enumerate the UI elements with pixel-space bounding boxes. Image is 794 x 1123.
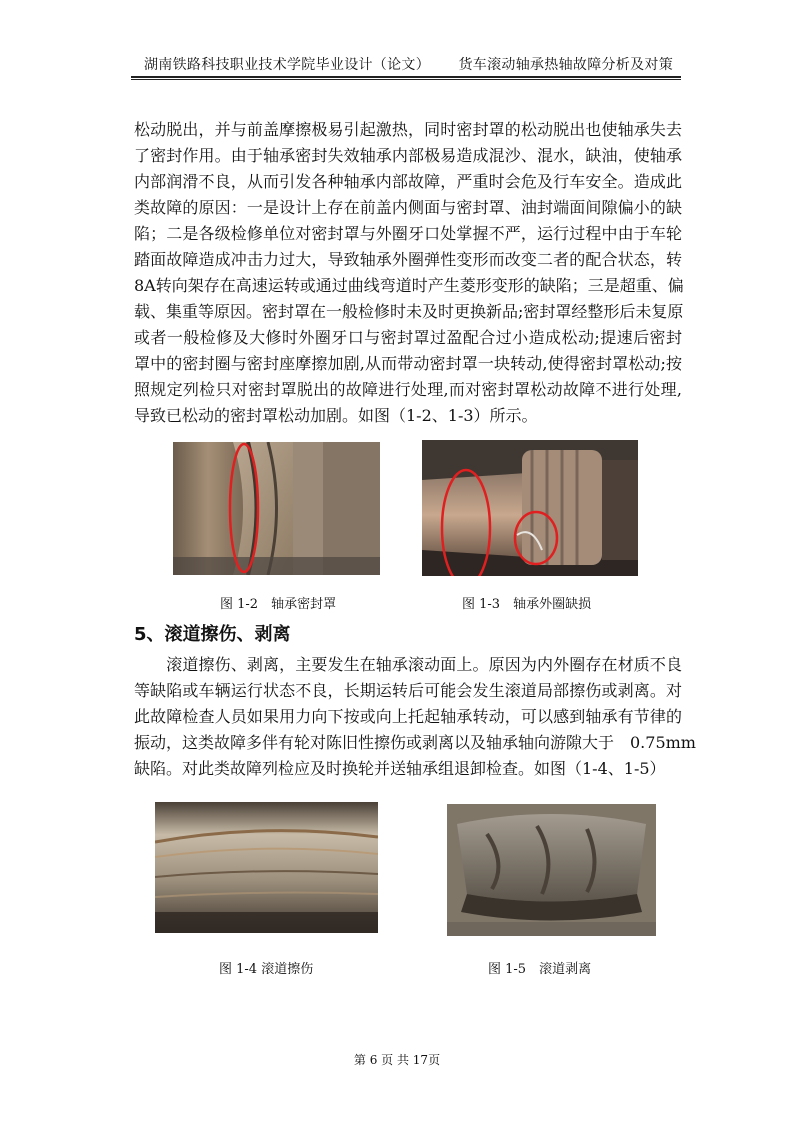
figure-caption-1-2: 图 1-2 轴承密封罩 xyxy=(220,597,337,612)
figure-caption-1-5: 图 1-5 滚道剥离 xyxy=(488,962,592,977)
text-line: 载、集重等原因。密封罩在一般检修时未及时更换新品;密封罩经整形后未复原 xyxy=(134,302,684,321)
text-line: 等缺陷或车辆运行状态不良，长期运转后可能会发生滚道局部擦伤或剥离。对 xyxy=(134,681,682,700)
outer-ring-illustration xyxy=(422,440,638,576)
text-line: 踏面故障造成冲击力过大，导致轴承外圈弹性变形而改变二者的配合状态，转 xyxy=(134,250,682,269)
text-line: 此故障检查人员如果用力向下按或向上托起轴承转动，可以感到轴承有节律的 xyxy=(134,707,682,726)
header-rule xyxy=(131,76,681,78)
raceway-spalling-illustration xyxy=(447,804,656,936)
text-line: 内部润滑不良，从而引发各种轴承内部故障，严重时会危及行车安全。造成此 xyxy=(134,172,682,191)
text-line: 振动，这类故障多伴有轮对陈旧性擦伤或剥离以及轴承轴向游隙大于 0.75mm xyxy=(134,733,696,752)
seal-cover-illustration xyxy=(173,442,380,575)
text-line: 缺陷。对此类故障列检应及时换轮并送轴承组退卸检查。如图（1-4、1-5） xyxy=(134,759,666,778)
text-line: 8A转向架存在高速运转或通过曲线弯道时产生菱形变形的缺陷；三是超重、偏 xyxy=(134,276,684,295)
paragraph-raceway-damage xyxy=(134,652,696,782)
text-line: 或者一般检修及大修时外圈牙口与密封罩过盈配合过小造成松动;提速后密封 xyxy=(134,328,682,347)
header-school-title: 湖南铁路科技职业技术学院毕业设计（论文） xyxy=(144,57,430,73)
text-line: 类故障的原因：一是设计上存在前盖内侧面与密封罩、油封端面间隙偏小的缺 xyxy=(134,198,682,217)
page-number-footer: 第 6 页 共 17页 xyxy=(353,1053,441,1067)
text-line: 了密封作用。由于轴承密封失效轴承内部极易造成混沙、混水，缺油，使轴承 xyxy=(134,146,682,165)
figure-raceway-scratch-photo xyxy=(155,802,378,933)
page-header xyxy=(131,54,681,76)
text-line: 罩中的密封圈与密封座摩擦加剧,从而带动密封罩一块转动,使得密封罩松动;按 xyxy=(134,354,682,373)
raceway-scratch-illustration xyxy=(155,802,378,933)
text-line: 照规定列检只对密封罩脱出的故障进行处理,而对密封罩松动故障不进行处理, xyxy=(134,380,682,399)
figure-raceway-spalling-photo xyxy=(447,804,656,936)
paragraph-seal-cover xyxy=(134,117,682,429)
figure-caption-1-3: 图 1-3 轴承外圈缺损 xyxy=(462,597,592,612)
text-line: 松动脱出，并与前盖摩擦极易引起激热，同时密封罩的松动脱出也使轴承失去 xyxy=(134,120,682,139)
figure-outer-ring-damage-photo xyxy=(422,440,638,576)
header-thesis-title: 货车滚动轴承热轴故障分析及对策 xyxy=(458,57,673,73)
figure-bearing-seal-cover-photo xyxy=(173,442,380,575)
section-heading: 5、滚道擦伤、剥离 xyxy=(134,624,291,645)
text-line: 滚道擦伤、剥离，主要发生在轴承滚动面上。原因为内外圈存在材质不良 xyxy=(134,655,682,674)
figure-caption-1-4: 图 1-4 滚道擦伤 xyxy=(219,962,314,977)
header-rule-thin xyxy=(131,79,681,80)
text-line: 导致已松动的密封罩松动加剧。如图（1-2、1-3）所示。 xyxy=(134,406,538,425)
text-line: 陷；二是各级检修单位对密封罩与外圈牙口处掌握不严，运行过程中由于车轮 xyxy=(134,224,682,243)
